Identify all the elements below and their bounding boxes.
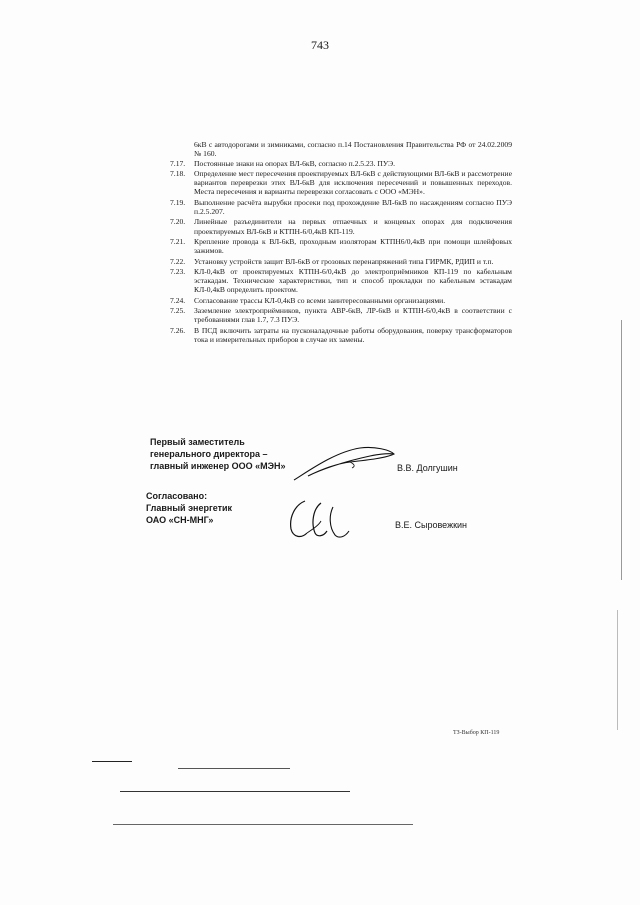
item-text: Определение мест пересечения проектируемых ВЛ-6кВ с действующими ВЛ-6кВ и рассмотрение вариантов переврезки этих ВЛ-6кВ для исключения пересечений и повышенных переходов. Места пересечения и варианты переврезки согласовать с ООО «МЭН». <box>194 168 512 197</box>
list-item <box>170 257 512 266</box>
item-number: 7.21. <box>170 236 186 246</box>
item-number: 7.17. <box>170 158 186 168</box>
list-item <box>170 306 512 325</box>
scan-edge-mark <box>617 610 618 730</box>
item-number: 7.25. <box>170 306 186 316</box>
scan-artifact-line <box>92 761 132 762</box>
signatory-title-first: Первый заместитель генерального директора – главный инженер ООО «МЭН» <box>150 437 286 471</box>
signatory-title-second: Согласовано: Главный энергетик ОАО «СН-МНГ» <box>146 491 233 525</box>
list-item <box>170 169 512 197</box>
item-text: КЛ-0,4кВ от проектируемых КТПН-6/0,4кВ до электроприёмников КП-119 по кабельным эстакадам. Технические характеристики, тип и способ прокладки по кабельным эстакадам КЛ-0,4кВ определить проектом. <box>194 266 512 295</box>
requirements-list <box>170 140 512 345</box>
item-number: 7.26. <box>170 325 186 335</box>
list-item <box>170 159 512 168</box>
item-text: Установку устройств защит ВЛ-6кВ от грозовых перенапряжений типа ГИРМК, РДИП и т.п. <box>194 256 494 266</box>
item-text: В ПСД включить затраты на пусконаладочные работы оборудования, поверку трансформаторов тока и измерительных приборов в случае их замены. <box>194 325 512 344</box>
item-text: Выполнение расчёта вырубки просеки под прохождение ВЛ-6кВ по насаждениям согласно ПУЭ п.2.5.207. <box>194 197 512 217</box>
list-item <box>170 267 512 295</box>
item-number: 7.24. <box>170 295 186 305</box>
list-item <box>170 237 512 256</box>
scan-artifact-line <box>178 768 290 769</box>
item-number: 7.20. <box>170 217 186 227</box>
item-number: 7.19. <box>170 197 186 207</box>
list-item <box>170 198 512 217</box>
list-item <box>170 217 512 236</box>
item-text: Заземление электроприёмников, пункта АВР-6кВ, ЛР-6кВ и КТПН-6/0,4кВ в соответствии с требованиями глав 1.7, 7.3 ПУЭ. <box>194 306 512 325</box>
item-text: Согласование трассы КЛ-0,4кВ со всеми заинтересованными организациями. <box>194 295 446 305</box>
item-text: Постоянные знаки на опорах ВЛ-6кВ, согласно п.2.5.23. ПУЭ. <box>194 158 396 168</box>
scan-artifact-line <box>113 824 413 825</box>
item-number: 7.18. <box>170 168 186 178</box>
signature-syrovezhkin <box>283 495 363 545</box>
list-item <box>170 296 512 305</box>
list-item <box>170 326 512 345</box>
item-text: Крепление провода к ВЛ-6кВ, проходным изоляторам КТПН6/0,4кВ при помощи шлейфовых зажимов. <box>194 236 512 256</box>
signatory-name-second: В.Е. Сыровежкин <box>395 520 468 530</box>
page-number: 743 <box>311 38 329 52</box>
signature-dolgushin <box>290 440 400 485</box>
list-item-continuation: 6кВ с автодорогами и зимниками, согласно п.14 Постановления Правительства РФ от 24.02.2009 № 160. <box>194 140 512 159</box>
item-number: 7.22. <box>170 256 186 266</box>
scan-artifact-line <box>120 791 350 792</box>
item-text: Линейные разъединители на первых отпаечных и концевых опорах для подключения проектируемых ВЛ-6кВ и КТПН-6/0,4кВ КП-119. <box>194 217 512 236</box>
scan-edge-mark <box>621 320 622 580</box>
item-number: 7.23. <box>170 266 186 276</box>
signatory-name-first: В.В. Долгушин <box>397 463 458 473</box>
footer-code: ТЗ-Выбор КП-119 <box>453 730 500 736</box>
